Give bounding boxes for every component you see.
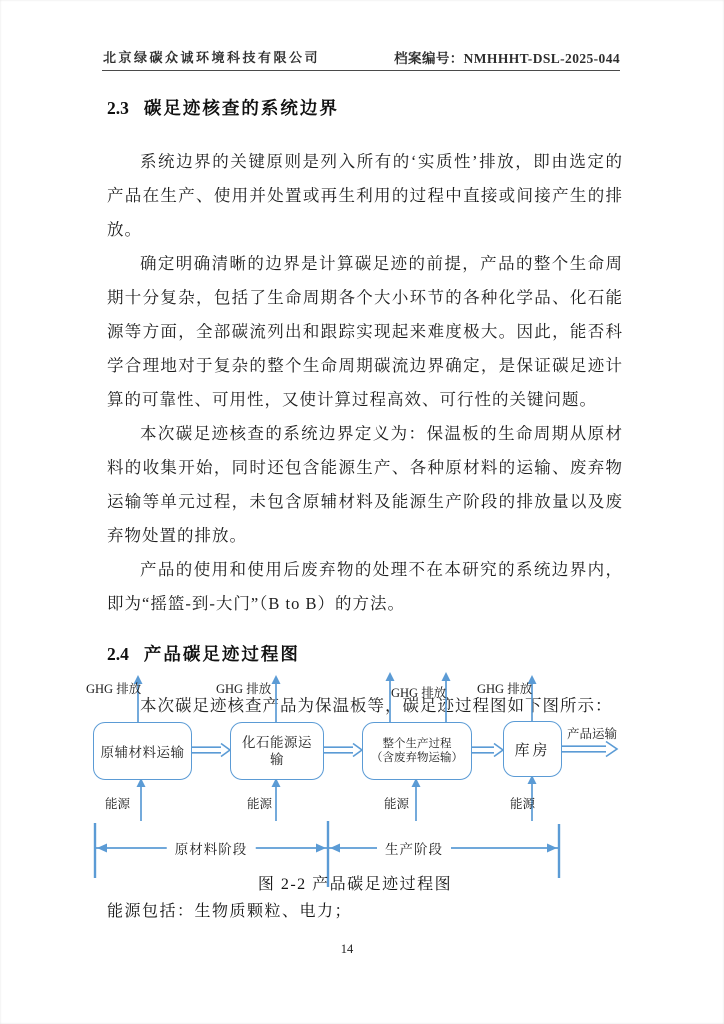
figure-caption: 图 2-2 产品碳足迹过程图 [257, 876, 453, 893]
process-box-label: 化石能源运 [242, 735, 312, 750]
header-archive-number: 档案编号：NMHHHT-DSL-2025-044 [394, 51, 620, 66]
carbon-footprint-process-diagram [0, 668, 724, 900]
energy-input-label: 能源 [247, 797, 273, 811]
document-body [107, 97, 623, 723]
process-box-production-process [362, 722, 472, 780]
stage-label-raw-material: 原材料阶段 [167, 838, 256, 858]
paragraph: 系统边界的关键原则是列入所有的‘实质性’排放，即由选定的产品在生产、使用并处置或再生利用的过程中直接或间接产生的排放。 [107, 152, 623, 239]
product-transport-label: 产品运输 [567, 727, 618, 741]
paragraph: 本次碳足迹核查产品为保温板等，碳足迹过程图如下图所示： [140, 696, 613, 715]
energy-input-label: 能源 [510, 797, 536, 811]
diagram-arrows [0, 668, 724, 900]
stage-label-production: 生产阶段 [377, 838, 451, 858]
section-title: 碳足迹核查的系统边界 [143, 98, 339, 118]
ghg-emission-label: GHG 排放 [86, 682, 142, 696]
process-box-warehouse [503, 721, 562, 777]
process-box-label: 输 [270, 752, 284, 767]
paragraph: 确定明确清晰的边界是计算碳足迹的前提，产品的整个生命周期十分复杂，包括了生命周期各个大小环节的各种化学品、化石能源等方面，全部碳流列出和跟踪实现起来难度极大。因此，能否科学合理地对于复杂的整个生命周期碳流边界确定，是保证碳足迹计算的可靠性、可用性，又使计算过程高效、可行性的关键问题。 [107, 254, 623, 409]
energy-input-label: 能源 [384, 797, 410, 811]
process-box-label: 原辅材料运输 [100, 745, 185, 760]
page-number: 14 [340, 942, 354, 956]
energy-input-label: 能源 [105, 797, 131, 811]
energy-up-arrows [137, 775, 537, 821]
header-company-name: 北京绿碳众诚环境科技有限公司 [103, 50, 321, 65]
process-box-raw-material-transport [93, 722, 192, 780]
section-number: 2.4 [107, 644, 129, 664]
process-box-label: 整个生产过程 [382, 737, 452, 750]
paragraph: 本次碳足迹核查的系统边界定义为：保温板的生命周期从原材料的收集开始，同时还包含能源生产、各种原材料的运输、废弃物运输等单元过程，未包含原辅材料及能源生产阶段的排放量以及废弃物处置的排放。 [107, 424, 623, 545]
process-box-fossil-energy-transport [230, 722, 324, 780]
section-heading-2-4 [107, 643, 623, 665]
ghg-emission-label: GHG 排放 [477, 682, 533, 696]
process-box-label: （含废弃物运输） [371, 752, 463, 764]
section-heading-2-3 [107, 97, 623, 119]
energy-note: 能源包括：生物质颗粒、电力； [107, 903, 353, 920]
ghg-emission-label: GHG 排放 [216, 682, 272, 696]
paragraph: 产品的使用和使用后废弃物的处理不在本研究的系统边界内，即为“摇篮-到-大门”（B to B）的方法。 [107, 560, 623, 613]
ghg-emission-label: GHG 排放 [391, 686, 447, 700]
section-title: 产品碳足迹过程图 [143, 644, 300, 664]
section-number: 2.3 [107, 98, 129, 118]
process-box-label: 库房 [514, 742, 551, 759]
header-divider [102, 70, 620, 71]
